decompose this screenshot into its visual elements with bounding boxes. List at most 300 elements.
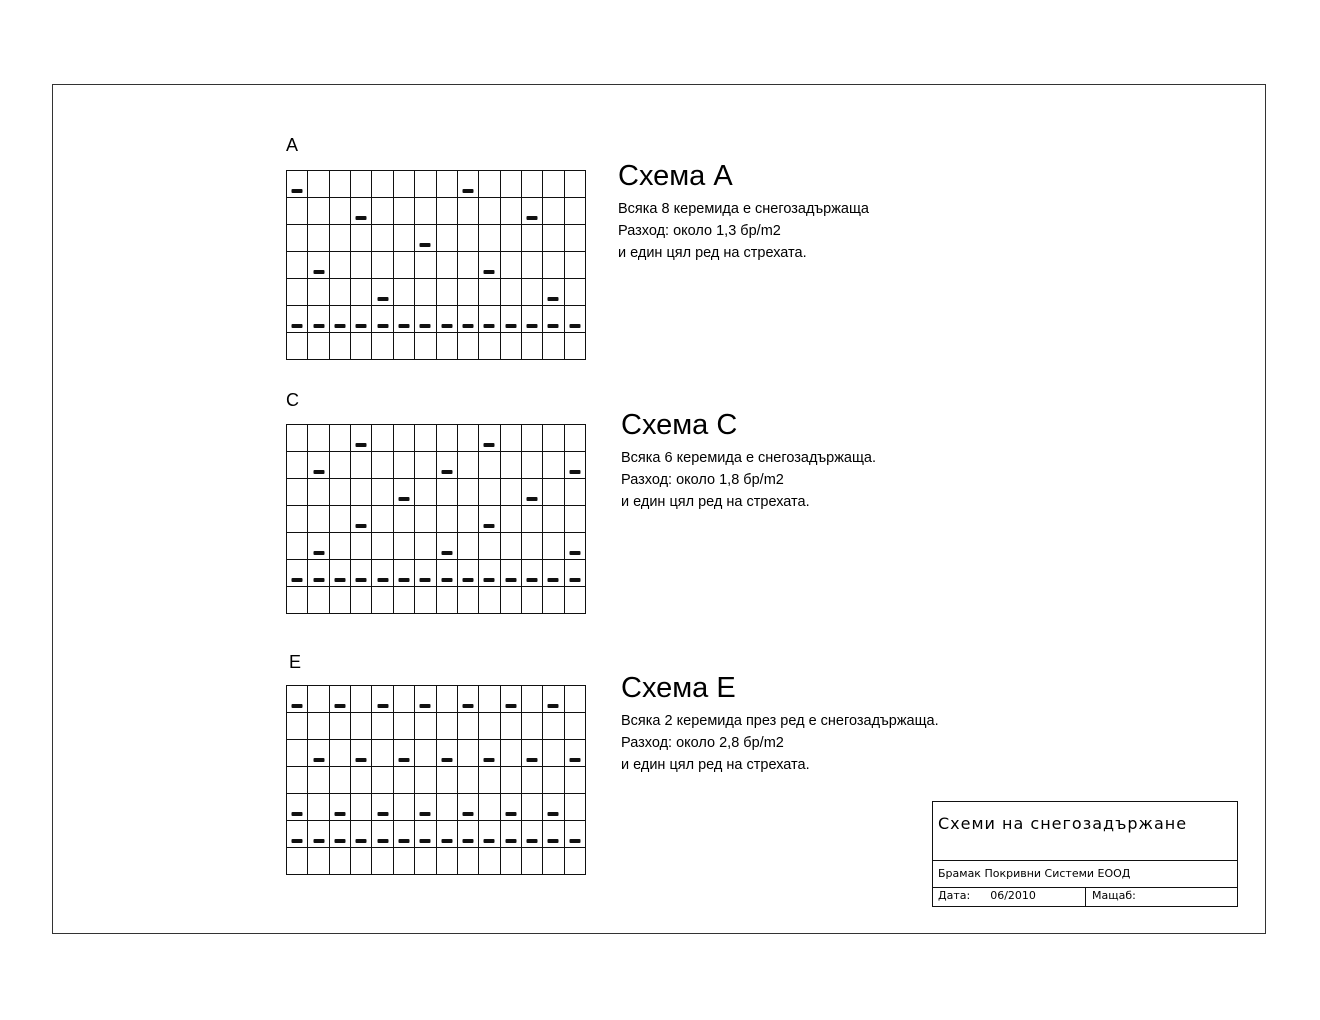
tile-cell (287, 506, 308, 533)
tile-cell (437, 533, 458, 560)
snow-guard-mark (548, 704, 559, 708)
tile-cell (522, 306, 543, 333)
tile-cell (543, 279, 564, 306)
tile-cell (522, 740, 543, 767)
tile-cell (394, 333, 415, 360)
tile-cell (543, 225, 564, 252)
tile-cell (522, 252, 543, 279)
snow-guard-mark (313, 270, 324, 274)
tile-cell (437, 225, 458, 252)
snow-guard-mark (484, 324, 495, 328)
tile-cell (372, 333, 393, 360)
tile-cell (501, 171, 522, 198)
tile-cell (287, 821, 308, 848)
tile-cell (522, 821, 543, 848)
tile-cell (287, 767, 308, 794)
tile-cell (330, 740, 351, 767)
tile-cell (330, 225, 351, 252)
tile-cell (543, 452, 564, 479)
scheme-description-e (621, 672, 939, 776)
snow-guard-mark (313, 470, 324, 474)
tile-cell (522, 506, 543, 533)
tile-cell (543, 171, 564, 198)
tile-cell (522, 767, 543, 794)
tile-cell (308, 794, 329, 821)
tile-cell (394, 452, 415, 479)
snow-guard-mark (441, 578, 452, 582)
snow-guard-mark (377, 578, 388, 582)
tile-cell (372, 686, 393, 713)
tile-cell (458, 425, 479, 452)
snow-guard-mark (420, 578, 431, 582)
tile-cell (287, 479, 308, 506)
snow-guard-mark (334, 812, 345, 816)
tile-cell (479, 506, 500, 533)
snow-guard-mark (313, 839, 324, 843)
tile-cell (565, 740, 586, 767)
tile-cell (458, 171, 479, 198)
tile-cell (565, 794, 586, 821)
title-block-date (933, 888, 1086, 906)
tile-cell (415, 171, 436, 198)
tile-cell (501, 560, 522, 587)
tile-cell (394, 848, 415, 875)
tile-cell (372, 452, 393, 479)
tile-cell (372, 306, 393, 333)
tile-cell (437, 452, 458, 479)
tile-cell (287, 306, 308, 333)
tile-cell (543, 740, 564, 767)
snow-guard-mark (334, 324, 345, 328)
tile-cell (458, 452, 479, 479)
tile-cell (330, 848, 351, 875)
tile-cell (287, 452, 308, 479)
tile-cell (501, 452, 522, 479)
tile-cell (415, 533, 436, 560)
tile-cell (330, 767, 351, 794)
tile-cell (437, 279, 458, 306)
tile-cell (308, 452, 329, 479)
tile-cell (372, 425, 393, 452)
tile-cell (351, 425, 372, 452)
tile-cell (479, 713, 500, 740)
tile-cell (565, 225, 586, 252)
tile-cell (372, 506, 393, 533)
tile-cell (501, 279, 522, 306)
tile-cell (351, 587, 372, 614)
tile-cell (372, 740, 393, 767)
snow-guard-mark (484, 839, 495, 843)
tile-cell (394, 479, 415, 506)
grid-label-c: C (286, 390, 299, 410)
scheme-consumption-c: Разход: около 1,8 бр/m2 (621, 472, 784, 488)
tile-cell (543, 794, 564, 821)
scheme-rule-e: Всяка 2 керемида през ред е снегозадържаща. (621, 713, 939, 729)
tile-cell (415, 425, 436, 452)
snow-guard-mark (569, 578, 580, 582)
snow-guard-mark (356, 758, 367, 762)
tile-cell (415, 333, 436, 360)
tile-cell (522, 587, 543, 614)
snow-guard-mark (313, 551, 324, 555)
tile-cell (479, 198, 500, 225)
snow-guard-mark (377, 839, 388, 843)
tile-cell (458, 821, 479, 848)
tile-cell (308, 848, 329, 875)
snow-guard-mark (420, 324, 431, 328)
tile-cell (415, 306, 436, 333)
tile-cell (330, 452, 351, 479)
tile-cell (501, 306, 522, 333)
tile-cell (501, 533, 522, 560)
tile-cell (372, 533, 393, 560)
tile-cell (394, 740, 415, 767)
snow-guard-mark (356, 578, 367, 582)
snow-guard-mark (527, 497, 538, 501)
tile-cell (287, 533, 308, 560)
grid-label-a: A (286, 135, 299, 155)
tile-cell (351, 306, 372, 333)
tile-cell (479, 425, 500, 452)
tile-cell (458, 740, 479, 767)
tile-cell (458, 560, 479, 587)
tile-cell (394, 279, 415, 306)
tile-cell (479, 479, 500, 506)
tile-cell (458, 479, 479, 506)
tile-cell (287, 198, 308, 225)
snow-guard-mark (398, 578, 409, 582)
tile-cell (351, 252, 372, 279)
snow-guard-mark (441, 324, 452, 328)
tile-cell (458, 587, 479, 614)
tile-cell (308, 767, 329, 794)
tile-cell (287, 225, 308, 252)
tile-cell (415, 198, 436, 225)
tile-cell (543, 533, 564, 560)
tile-cell (543, 252, 564, 279)
tile-cell (522, 794, 543, 821)
tile-cell (458, 794, 479, 821)
tile-cell (351, 713, 372, 740)
tile-cell (372, 821, 393, 848)
snow-guard-mark (484, 578, 495, 582)
tile-cell (308, 198, 329, 225)
scheme-eaves-c: и един цял ред на стрехата. (621, 494, 810, 510)
snow-guard-mark (313, 758, 324, 762)
tile-cell (565, 848, 586, 875)
scheme-description-c (621, 409, 876, 513)
tile-grid-a (286, 170, 586, 360)
tile-cell (437, 587, 458, 614)
tile-cell (394, 767, 415, 794)
tile-cell (308, 713, 329, 740)
tile-cell (372, 848, 393, 875)
snow-guard-mark (527, 758, 538, 762)
tile-cell (351, 794, 372, 821)
tile-cell (330, 333, 351, 360)
tile-cell (351, 740, 372, 767)
scheme-title-a: Схема A (618, 160, 733, 192)
snow-guard-mark (420, 704, 431, 708)
tile-cell (415, 506, 436, 533)
tile-cell (565, 198, 586, 225)
tile-cell (394, 560, 415, 587)
grid-label-e: E (289, 652, 302, 672)
tile-cell (287, 252, 308, 279)
tile-cell (565, 533, 586, 560)
tile-cell (479, 533, 500, 560)
tile-cell (522, 560, 543, 587)
tile-cell (565, 587, 586, 614)
title-block-scale (1086, 888, 1236, 906)
tile-cell (458, 848, 479, 875)
tile-cell (437, 252, 458, 279)
tile-cell (437, 171, 458, 198)
snow-guard-mark (398, 839, 409, 843)
tile-cell (372, 587, 393, 614)
snow-guard-mark (463, 578, 474, 582)
tile-cell (543, 713, 564, 740)
tile-cell (501, 198, 522, 225)
tile-cell (415, 686, 436, 713)
tile-cell (415, 740, 436, 767)
snow-guard-mark (505, 812, 516, 816)
tile-cell (287, 425, 308, 452)
title-block-company: Брамак Покривни Системи ЕООД (933, 861, 1237, 888)
tile-cell (394, 252, 415, 279)
tile-cell (415, 767, 436, 794)
tile-cell (330, 306, 351, 333)
tile-cell (308, 306, 329, 333)
snow-guard-mark (505, 839, 516, 843)
tile-cell (458, 198, 479, 225)
tile-cell (330, 479, 351, 506)
snow-guard-mark (548, 324, 559, 328)
snow-guard-mark (569, 551, 580, 555)
scheme-title-e: Схема E (621, 672, 736, 704)
tile-cell (308, 506, 329, 533)
tile-cell (287, 333, 308, 360)
tile-cell (351, 452, 372, 479)
tile-cell (501, 740, 522, 767)
snow-guard-mark (548, 297, 559, 301)
tile-cell (287, 794, 308, 821)
tile-cell (479, 252, 500, 279)
title-block-title: Схеми на снегозадържане (933, 802, 1237, 861)
tile-cell (501, 713, 522, 740)
tile-cell (565, 452, 586, 479)
tile-cell (501, 686, 522, 713)
tile-cell (308, 686, 329, 713)
tile-cell (394, 225, 415, 252)
tile-cell (437, 794, 458, 821)
tile-cell (458, 225, 479, 252)
tile-cell (394, 506, 415, 533)
tile-cell (565, 821, 586, 848)
tile-cell (351, 821, 372, 848)
tile-cell (330, 252, 351, 279)
scheme-eaves-e: и един цял ред на стрехата. (621, 757, 810, 773)
tile-cell (330, 171, 351, 198)
tile-cell (308, 533, 329, 560)
snow-guard-mark (569, 758, 580, 762)
tile-cell (415, 479, 436, 506)
tile-cell (522, 333, 543, 360)
snow-guard-mark (569, 470, 580, 474)
tile-cell (565, 333, 586, 360)
tile-cell (330, 713, 351, 740)
tile-cell (330, 587, 351, 614)
scheme-rule-c: Всяка 6 керемида е снегозадържаща. (621, 450, 876, 466)
snow-guard-mark (441, 551, 452, 555)
tile-cell (543, 333, 564, 360)
tile-cell (479, 452, 500, 479)
tile-cell (565, 252, 586, 279)
tile-cell (330, 198, 351, 225)
tile-cell (543, 587, 564, 614)
tile-cell (458, 506, 479, 533)
tile-cell (394, 713, 415, 740)
snow-guard-mark (292, 812, 303, 816)
snow-guard-mark (548, 812, 559, 816)
snow-guard-mark (441, 839, 452, 843)
tile-cell (330, 425, 351, 452)
snow-guard-mark (463, 839, 474, 843)
tile-cell (287, 587, 308, 614)
snow-guard-mark (441, 758, 452, 762)
tile-cell (543, 848, 564, 875)
tile-cell (351, 767, 372, 794)
snow-guard-mark (292, 189, 303, 193)
snow-guard-mark (441, 470, 452, 474)
tile-cell (330, 794, 351, 821)
snow-guard-mark (292, 839, 303, 843)
snow-guard-mark (313, 324, 324, 328)
snow-guard-mark (463, 189, 474, 193)
tile-cell (394, 794, 415, 821)
tile-cell (287, 740, 308, 767)
tile-cell (479, 848, 500, 875)
tile-cell (522, 425, 543, 452)
tile-cell (458, 333, 479, 360)
tile-cell (501, 767, 522, 794)
tile-cell (522, 198, 543, 225)
tile-cell (565, 686, 586, 713)
tile-cell (522, 171, 543, 198)
tile-cell (415, 713, 436, 740)
tile-cell (372, 225, 393, 252)
tile-cell (479, 560, 500, 587)
snow-guard-mark (484, 758, 495, 762)
snow-guard-mark (356, 216, 367, 220)
tile-cell (458, 279, 479, 306)
tile-cell (415, 794, 436, 821)
tile-cell (287, 279, 308, 306)
tile-cell (287, 713, 308, 740)
tile-cell (351, 479, 372, 506)
tile-cell (543, 560, 564, 587)
tile-cell (287, 171, 308, 198)
tile-cell (479, 821, 500, 848)
snow-guard-mark (569, 324, 580, 328)
tile-cell (308, 740, 329, 767)
tile-cell (522, 848, 543, 875)
snow-guard-mark (527, 578, 538, 582)
tile-cell (437, 479, 458, 506)
tile-cell (351, 533, 372, 560)
tile-cell (565, 306, 586, 333)
snow-guard-mark (377, 297, 388, 301)
tile-cell (351, 560, 372, 587)
snow-guard-mark (569, 839, 580, 843)
tile-cell (522, 279, 543, 306)
tile-cell (522, 225, 543, 252)
snow-guard-mark (527, 839, 538, 843)
tile-cell (522, 713, 543, 740)
tile-cell (415, 225, 436, 252)
tile-cell (501, 225, 522, 252)
tile-cell (394, 533, 415, 560)
tile-cell (394, 686, 415, 713)
tile-cell (565, 279, 586, 306)
tile-cell (543, 821, 564, 848)
tile-cell (479, 333, 500, 360)
tile-cell (394, 587, 415, 614)
snow-guard-mark (334, 704, 345, 708)
snow-guard-mark (420, 812, 431, 816)
tile-cell (479, 767, 500, 794)
tile-cell (565, 767, 586, 794)
tile-cell (372, 252, 393, 279)
snow-guard-mark (548, 578, 559, 582)
tile-cell (351, 198, 372, 225)
tile-cell (522, 533, 543, 560)
snow-guard-mark (356, 524, 367, 528)
tile-cell (565, 713, 586, 740)
scheme-rule-a: Всяка 8 керемида е снегозадържаща (618, 201, 869, 217)
tile-cell (565, 425, 586, 452)
tile-cell (372, 560, 393, 587)
tile-cell (415, 560, 436, 587)
tile-cell (351, 225, 372, 252)
snow-guard-mark (398, 324, 409, 328)
snow-guard-mark (356, 324, 367, 328)
scheme-consumption-a: Разход: около 1,3 бр/m2 (618, 223, 781, 239)
snow-guard-mark (527, 324, 538, 328)
snow-guard-mark (334, 578, 345, 582)
tile-cell (458, 767, 479, 794)
tile-cell (308, 479, 329, 506)
tile-cell (501, 794, 522, 821)
tile-cell (287, 686, 308, 713)
tile-cell (458, 713, 479, 740)
snow-guard-mark (377, 704, 388, 708)
tile-cell (501, 252, 522, 279)
snow-guard-mark (356, 839, 367, 843)
tile-cell (437, 740, 458, 767)
tile-cell (394, 306, 415, 333)
tile-grid-e (286, 685, 586, 875)
tile-cell (437, 306, 458, 333)
tile-cell (522, 686, 543, 713)
tile-cell (372, 767, 393, 794)
tile-cell (308, 821, 329, 848)
tile-cell (437, 713, 458, 740)
tile-cell (415, 279, 436, 306)
tile-cell (330, 279, 351, 306)
snow-guard-mark (484, 524, 495, 528)
tile-cell (308, 425, 329, 452)
